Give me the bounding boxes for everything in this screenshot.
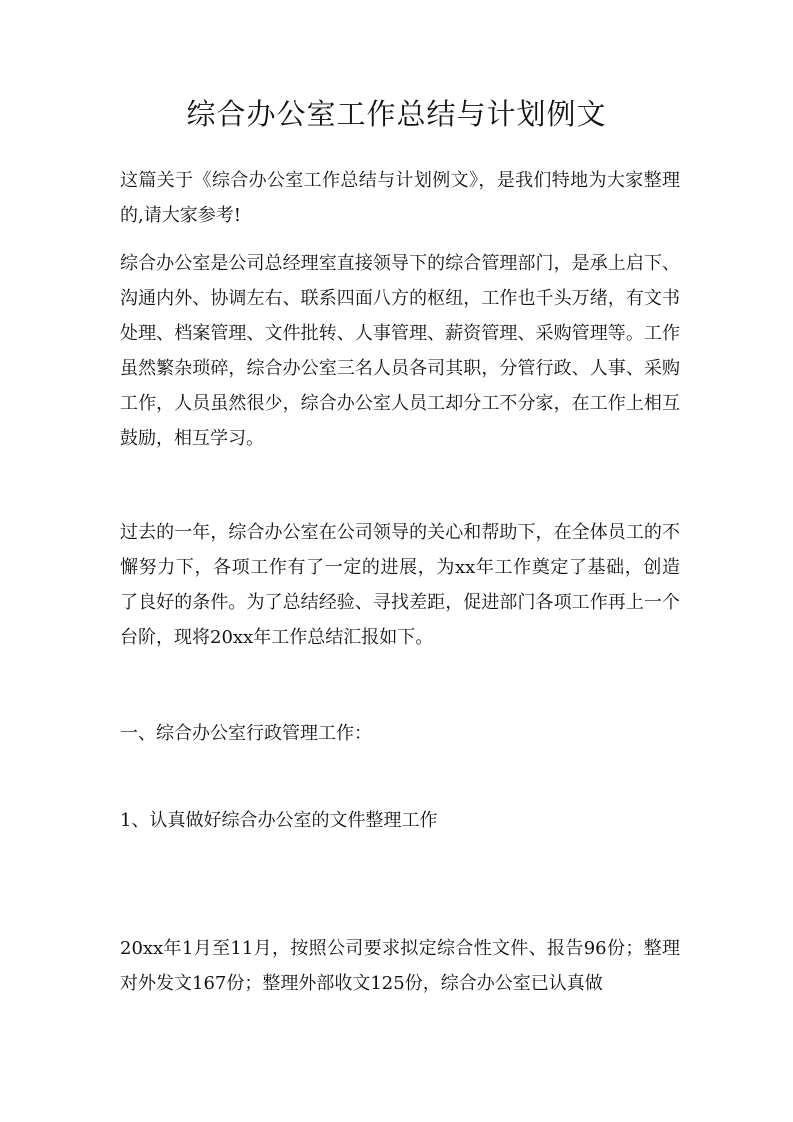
- subsection-heading-documents: 1、认真做好综合办公室的文件整理工作: [120, 810, 438, 831]
- intro-paragraph: 这篇关于《综合办公室工作总结与计划例文》，是我们特地为大家整理的,请大家参考!: [120, 170, 680, 226]
- document-title: 综合办公室工作总结与计划例文: [186, 97, 607, 131]
- body-paragraph-office-overview: 综合办公室是公司总经理室直接领导下的综合管理部门，是承上启下、沟通内外、协调左右、联系四面八方的枢纽，工作也千头万绪，有文书处理、档案管理、文件批转、人事管理、薪资管理、采购管理等。工作虽然繁杂琐碎，综合办公室三名人员各司其职，分管行政、人事、采购工作，人员虽然很少，综合办公室人员工却分工不分家，在工作上相互鼓励，相互学习。: [120, 253, 680, 449]
- body-paragraph-past-year: 过去的一年，综合办公室在公司领导的关心和帮助下，在全体员工的不懈努力下，各项工作有了一定的进展，为xx年工作奠定了基础，创造了良好的条件。为了总结经验、寻找差距，促进部门各项工作再上一个台阶，现将20xx年工作总结汇报如下。: [120, 522, 680, 648]
- section-heading-admin: 一、综合办公室行政管理工作：: [120, 723, 372, 744]
- body-paragraph-statistics: 20xx年1月至11月，按照公司要求拟定综合性文件、报告96份；整理对外发文167份；整理外部收文125份，综合办公室已认真做: [120, 938, 680, 994]
